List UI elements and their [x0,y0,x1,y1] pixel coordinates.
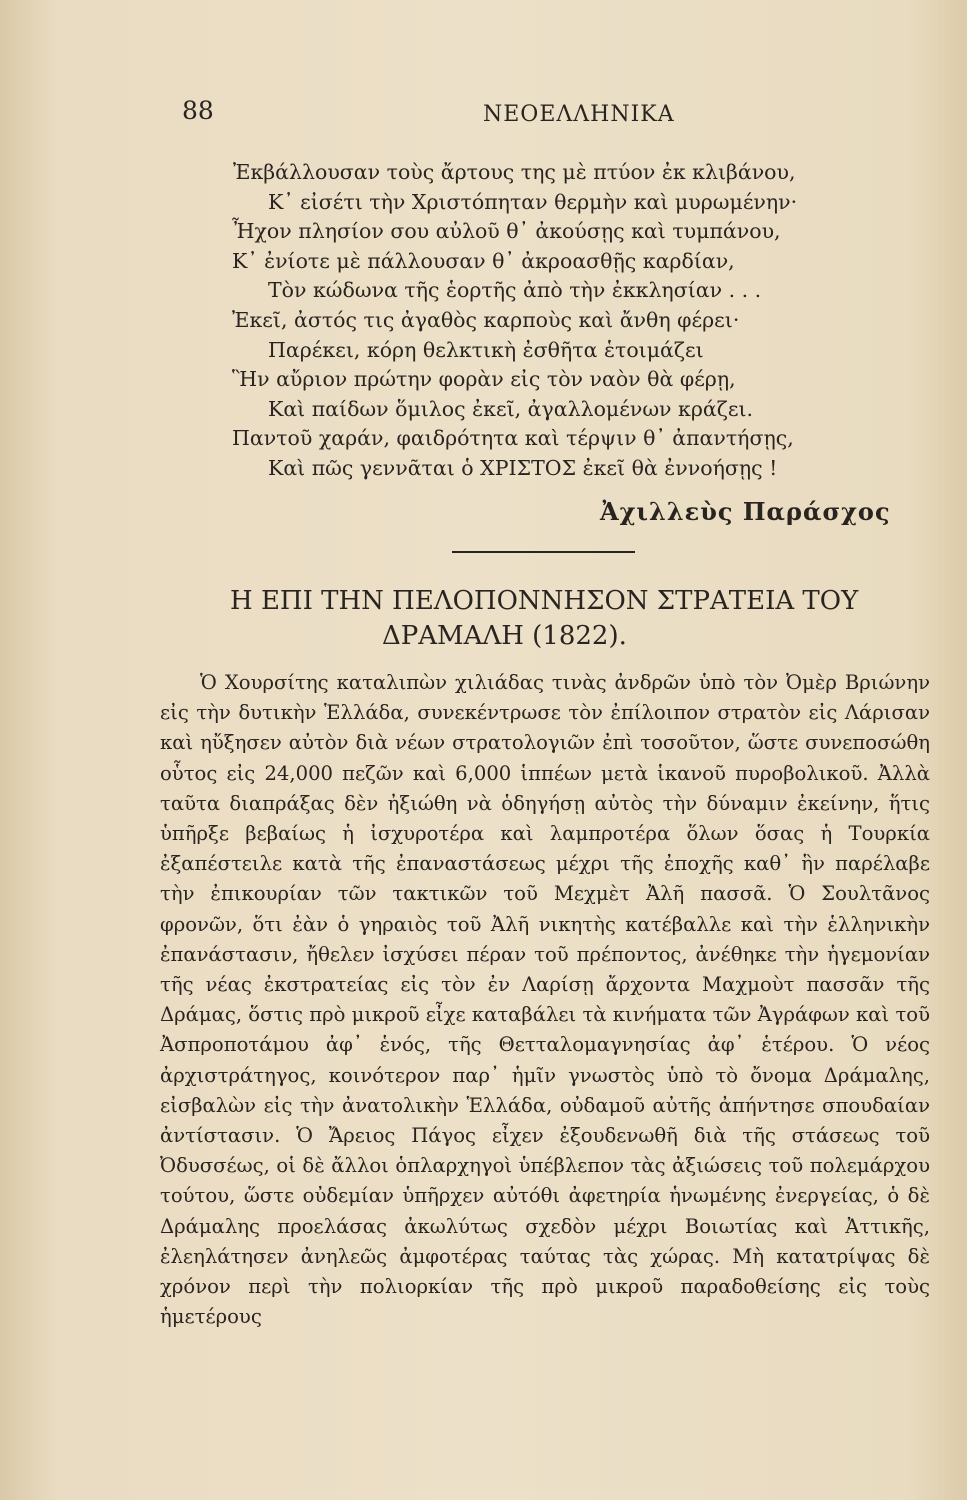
article-title-line: Η ΕΠΙ ΤΗΝ ΠΕΛΟΠΟΝΝΗΣΟΝ ΣΤΡΑΤΕΙΑ ΤΟΥ [230,586,859,616]
poem-line: Ἐκεῖ, ἀστός τις ἀγαθὸς καρποὺς καὶ ἄνθη φέρει· [232,308,740,332]
page-number: 88 [182,96,214,125]
page-header [0,96,967,136]
article-title-line: ΔΡΑΜΑΛΗ (1822). [382,621,627,651]
poem-line: Τὸν κώδωνα τῆς ἑορτῆς ἀπὸ τὴν ἐκκλησίαν . . . [268,278,762,302]
running-head: ΝΕΟΕΛΛΗΝΙΚΑ [483,102,675,127]
poem-line: Καὶ πῶς γεννᾶται ὁ ΧΡΙΣΤΟΣ ἐκεῖ θὰ ἐννοήσῃς ! [268,456,778,480]
section-divider [452,551,635,553]
poem-signature: Ἀχιλλεὺς Παράσχος [600,497,891,526]
poem-line: Παρέκει, κόρη θελκτικὴ ἐσθῆτα ἑτοιμάζει [268,338,704,362]
poem-line: Ἦχον πλησίον σου αὐλοῦ θ᾿ ἀκούσῃς καὶ τυμπάνου, [232,219,781,243]
poem-line: Ἣν αὔριον πρώτην φορὰν εἰς τὸν ναὸν θὰ φέρῃ, [232,367,736,391]
poem-line: Καὶ παίδων ὅμιλος ἐκεῖ, ἀγαλλομένων κράζει. [268,397,754,421]
poem-line: Κ᾿ εἰσέτι τὴν Χριστόπηταν θερμὴν καὶ μυρωμένην· [268,190,798,214]
poem-line: Παντοῦ χαράν, φαιδρότητα καὶ τέρψιν θ᾿ ἀπαντήσῃς, [232,426,794,450]
poem-line: Ἐκβάλλουσαν τοὺς ἄρτους της μὲ πτύον ἐκ κλιβάνου, [233,160,796,184]
article-body: Ὁ Χουρσίτης καταλιπὼν χιλιάδας τινὰς ἀνδρῶν ὑπὸ τὸν Ὀμὲρ Βριώνην εἰς τὴν δυτικὴν Ἑλλάδα, συνεκέντρωσε τὸν ἐπίλοιπον στρατὸν εἰς Λάρισαν καὶ ηὔξησεν αὐτὸν διὰ νέων στρατολογιῶν ἐπὶ τοσοῦτον, ὥστε συνεποσώθη οὗτος εἰς 24,000 πεζῶν καὶ 6,000 ἱππέων μετὰ ἱκανοῦ πυροβολικοῦ. Ἀλλὰ ταῦτα διαπράξας δὲν ἠξιώθη νὰ ὁδηγήσῃ αὐτὸς τὴν δύναμιν ἐκείνην, ἥτις ὑπῆρξε βεβαίως ἡ ἰσχυροτέρα καὶ λαμπροτέρα ὅλων ὅσας ἡ Τουρκία ἐξαπέστειλε κατὰ τῆς ἐπαναστάσεως μέχρι τῆς ἐποχῆς καθ᾿ ἣν παρέλαβε τὴν ἐπικουρίαν τῶν τακτικῶν τοῦ Μεχμὲτ Ἀλῆ πασσᾶ. Ὁ Σουλτᾶνος φρονῶν, ὅτι ἐὰν ὁ γηραιὸς τοῦ Ἀλῆ νικητὴς κατέβαλλε καὶ τὴν ἑλληνικὴν ἐπανάστασιν, ἤθελεν ἰσχύσει πέραν τοῦ πρέποντος, ἀνέθηκε τὴν ἡγεμονίαν τῆς νέας ἐκστρατείας εἰς τὸν ἐν Λαρίσῃ ἄρχοντα Μαχμοὺτ πασσᾶν τῆς Δράμας, ὅστις πρὸ μικροῦ εἶχε καταβάλει τὰ κινήματα τῶν Ἀγράφων καὶ τοῦ Ἀσπροποτάμου ἀφ᾿ ἑνός, τῆς Θετταλομαγνησίας ἀφ᾿ ἑτέρου. Ὁ νέος ἀρχιστράτηγος, κοινότερον παρ᾿ ἡμῖν γνωστὸς ὑπὸ τὸ ὄνομα Δράμαλης, εἰσβαλὼν εἰς τὴν ἀνατολικὴν Ἑλλάδα, οὐδαμοῦ αὐτῆς ἀπήντησε σπουδαίαν ἀντίστασιν. Ὁ Ἄρειος Πάγος εἶχεν ἐξουδενωθῆ διὰ τῆς στάσεως τοῦ Ὀδυσσέως, οἱ δὲ ἄλλοι ὁπλαρχηγοὶ ὑπέβλεπον τὰς ἀξιώσεις τοῦ πολεμάρχου τούτου, ὥστε οὐδεμίαν ὑπῆρχεν αὐτόθι ἀφετηρία ἡνωμένης ἐνεργείας, ὁ δὲ Δράμαλης προελάσας ἀκωλύτως σχεδὸν μέχρι Βοιωτίας καὶ Ἀττικῆς, ἐλεηλάτησεν ἀνηλεῶς ἀμφοτέρας ταύτας τὰς χώρας. Μὴ κατατρίψας δὲ χρόνον περὶ τὴν πολιορκίαν τῆς πρὸ μικροῦ παραδοθείσης εἰς τοὺς ἡμετέρους [160,671,930,1329]
poem-line: Κ᾿ ἐνίοτε μὲ πάλλουσαν θ᾿ ἀκροασθῇς καρδίαν, [232,249,735,273]
